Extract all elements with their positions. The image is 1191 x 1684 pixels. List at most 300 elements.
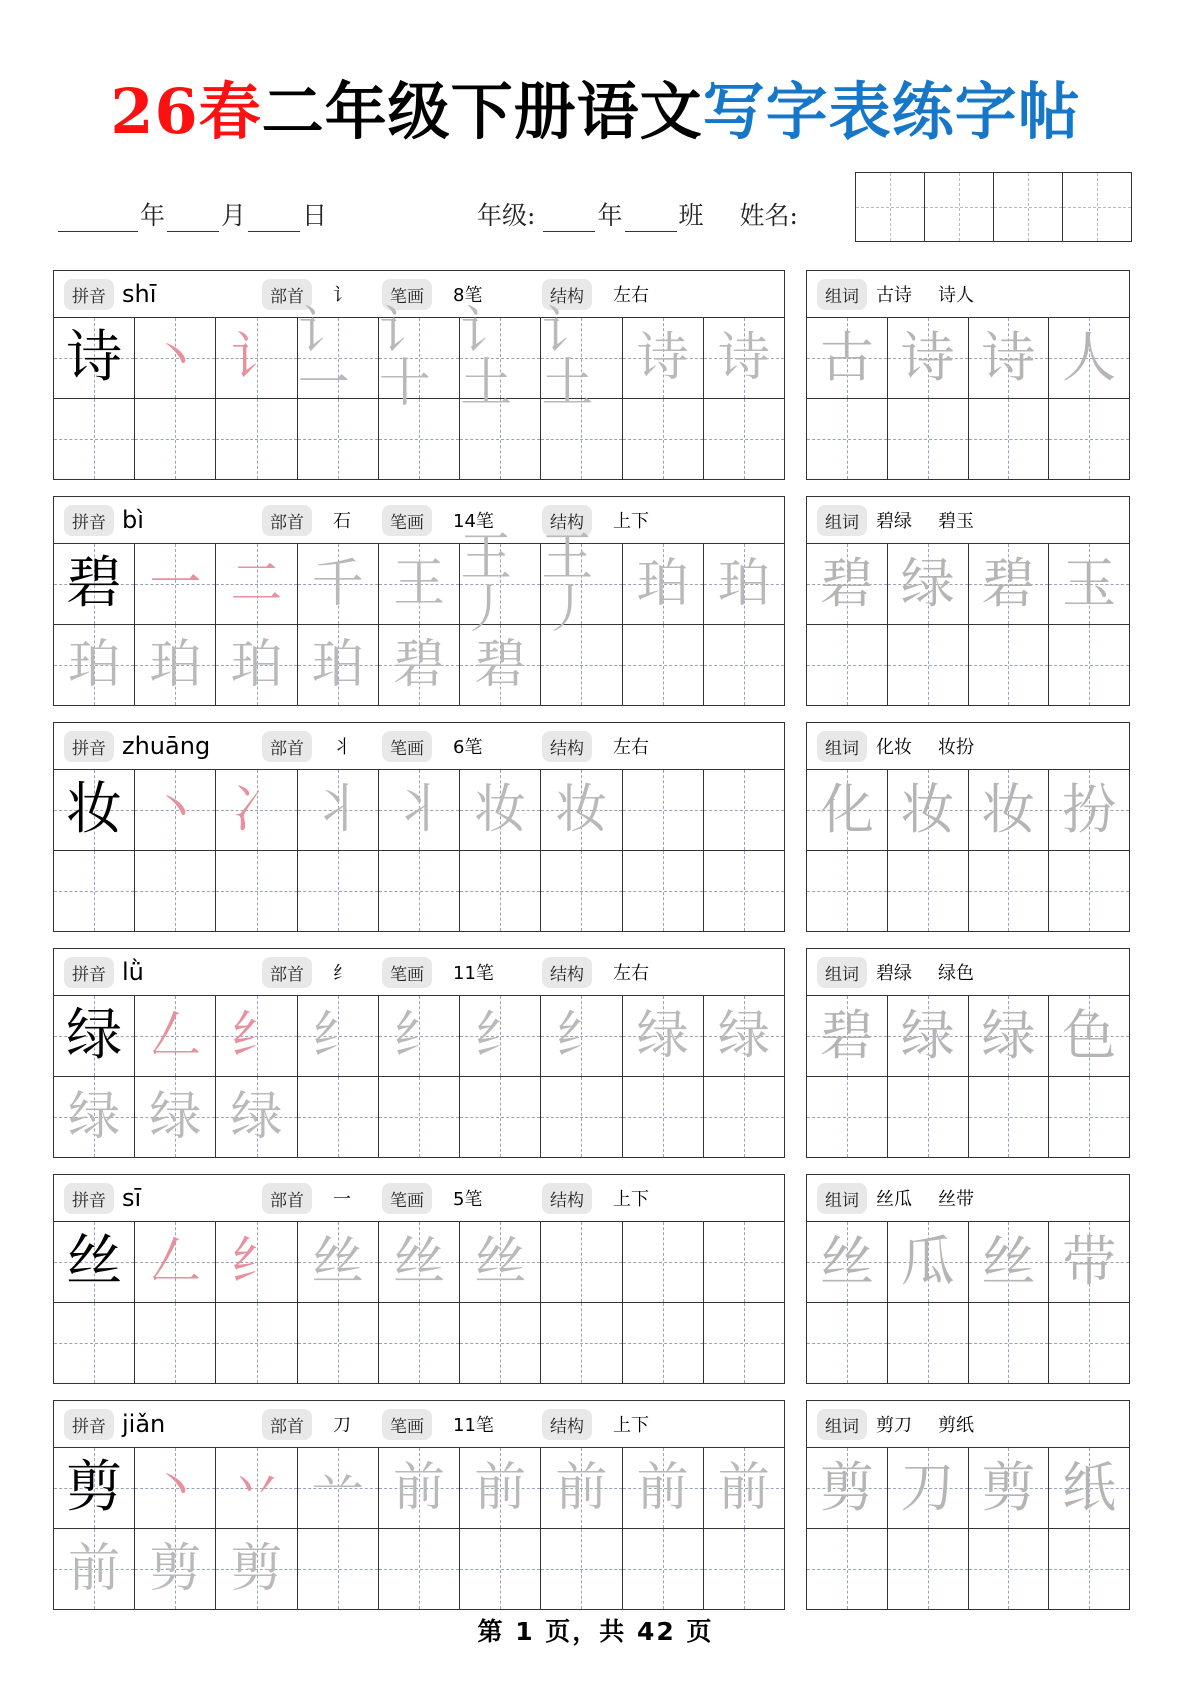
stroke-step: 前 — [392, 1458, 445, 1518]
practice-cell[interactable] — [460, 1077, 541, 1157]
stroke-step: 绿 — [636, 1006, 689, 1066]
word-block — [806, 1400, 1130, 1610]
practice-cell[interactable] — [216, 851, 297, 931]
stroke-order-row — [54, 1222, 784, 1303]
practice-cell[interactable] — [379, 625, 460, 705]
practice-cell[interactable] — [1049, 399, 1129, 479]
word-1: 丝瓜 — [876, 1189, 912, 1210]
practice-cell[interactable] — [807, 1077, 888, 1157]
practice-cell[interactable] — [704, 996, 784, 1076]
practice-cell[interactable] — [969, 318, 1050, 398]
stroke-step: 纟 — [555, 1006, 608, 1066]
page-footer: 第 1 页，共 42 页 — [477, 1617, 714, 1646]
practice-cell[interactable] — [379, 1222, 460, 1302]
name-cell[interactable] — [925, 173, 994, 241]
practice-cell[interactable] — [216, 544, 297, 624]
practice-cell[interactable] — [379, 1448, 460, 1528]
stroke-step: 前 — [717, 1458, 770, 1518]
practice-cell[interactable] — [969, 996, 1050, 1076]
structure-value: 左右 — [613, 737, 649, 758]
stroke-step: 绿 — [149, 1087, 202, 1147]
pinyin-tag: 拼音 — [64, 279, 114, 310]
practice-cell[interactable] — [379, 851, 460, 931]
practice-cell[interactable] — [807, 996, 888, 1076]
word-block — [806, 270, 1130, 480]
practice-cell[interactable] — [298, 1529, 379, 1609]
practice-cell[interactable] — [541, 302, 622, 414]
month-label: 月 — [221, 201, 247, 230]
practice-cell[interactable] — [623, 770, 704, 850]
word-header — [807, 271, 1129, 318]
word-character: 玉 — [1062, 552, 1117, 615]
strokes-value: 14笔 — [453, 511, 494, 532]
word-2: 诗人 — [938, 285, 974, 306]
practice-cell[interactable] — [135, 399, 216, 479]
practice-cell[interactable] — [298, 1077, 379, 1157]
word-trace-row — [807, 1222, 1129, 1303]
pinyin-value: jiǎn — [122, 1410, 166, 1438]
stroke-step: 纟 — [230, 1232, 283, 1292]
practice-cell[interactable] — [298, 851, 379, 931]
practice-cell[interactable] — [460, 1529, 541, 1609]
practice-cell[interactable] — [969, 625, 1050, 705]
word-character: 诗 — [981, 326, 1036, 389]
practice-cell[interactable] — [1049, 1303, 1129, 1383]
stroke-step: 剪 — [230, 1539, 283, 1599]
word-block — [806, 948, 1130, 1158]
practice-cell[interactable] — [460, 528, 541, 640]
practice-cell[interactable] — [297, 302, 379, 414]
character-info-header — [54, 949, 784, 996]
pinyin-value: zhuāng — [122, 732, 211, 760]
practice-cell[interactable] — [623, 1529, 704, 1609]
practice-cell[interactable] — [541, 1222, 622, 1302]
practice-cell[interactable] — [807, 770, 888, 850]
practice-cell[interactable] — [54, 1077, 135, 1157]
practice-cell[interactable] — [298, 1222, 379, 1302]
radical-tag: 部首 — [262, 505, 312, 536]
stroke-step: 𠃋 — [149, 1006, 202, 1066]
practice-cell[interactable] — [135, 318, 216, 398]
practice-cell[interactable] — [216, 1529, 297, 1609]
word-practice-row — [807, 1303, 1129, 1383]
word-trace-row — [807, 770, 1129, 851]
practice-cell[interactable] — [135, 770, 216, 850]
stroke-step: 纟 — [474, 1006, 527, 1066]
stroke-step: 丬 — [311, 780, 364, 840]
practice-cell[interactable] — [807, 544, 888, 624]
practice-cell[interactable] — [541, 1303, 622, 1383]
practice-cell[interactable] — [969, 1448, 1050, 1528]
practice-cell[interactable] — [54, 318, 135, 398]
practice-cell[interactable] — [623, 996, 704, 1076]
practice-cell[interactable] — [704, 1077, 784, 1157]
radical-value: 一 — [333, 1189, 351, 1210]
practice-cell[interactable] — [969, 770, 1050, 850]
practice-cell[interactable] — [216, 996, 297, 1076]
structure-tag: 结构 — [542, 279, 592, 310]
practice-cell[interactable] — [1049, 318, 1129, 398]
practice-cell[interactable] — [969, 1303, 1050, 1383]
practice-cell[interactable] — [135, 1077, 216, 1157]
stroke-step: 王 — [392, 554, 445, 614]
model-character: 绿 — [66, 1003, 123, 1068]
practice-cell[interactable] — [623, 544, 704, 624]
radical-tag: 部首 — [262, 731, 312, 762]
practice-cell[interactable] — [541, 1529, 622, 1609]
practice-cell[interactable] — [623, 1303, 704, 1383]
practice-cell[interactable] — [379, 1077, 460, 1157]
character-block — [53, 948, 785, 1158]
stroke-step: 纟 — [392, 1006, 445, 1066]
word-block — [806, 1174, 1130, 1384]
practice-cell[interactable] — [298, 1303, 379, 1383]
practice-cell[interactable] — [216, 1077, 297, 1157]
pinyin-value: shī — [122, 280, 157, 308]
practice-cell[interactable] — [969, 1077, 1050, 1157]
practice-row — [54, 625, 784, 705]
practice-cell[interactable] — [216, 318, 297, 398]
class-label: 班 — [678, 201, 704, 230]
word-header — [807, 949, 1129, 996]
practice-cell[interactable] — [969, 1529, 1050, 1609]
practice-cell[interactable] — [460, 1448, 541, 1528]
radical-value: 讠 — [333, 285, 351, 306]
words-tag: 组词 — [817, 731, 867, 762]
word-header — [807, 497, 1129, 544]
strokes-value: 8笔 — [453, 285, 483, 306]
character-block — [53, 722, 785, 932]
practice-cell[interactable] — [216, 625, 297, 705]
stroke-step: 前 — [555, 1458, 608, 1518]
practice-cell[interactable] — [888, 318, 969, 398]
practice-cell[interactable] — [460, 851, 541, 931]
practice-cell[interactable] — [888, 1222, 969, 1302]
stroke-step: 䒑 — [311, 1458, 364, 1518]
practice-cell[interactable] — [379, 1303, 460, 1383]
practice-cell[interactable] — [969, 399, 1050, 479]
word-practice-row — [807, 399, 1129, 479]
stroke-step: 讠一 — [297, 302, 350, 414]
radical-tag: 部首 — [262, 279, 312, 310]
practice-cell[interactable] — [888, 1529, 969, 1609]
practice-cell[interactable] — [807, 1303, 888, 1383]
practice-cell[interactable] — [216, 1222, 297, 1302]
practice-cell[interactable] — [969, 851, 1050, 931]
word-trace-row — [807, 996, 1129, 1077]
year-blank[interactable] — [58, 203, 138, 232]
word-trace-row — [807, 1448, 1129, 1529]
strokes-value: 11笔 — [453, 1415, 494, 1436]
practice-cell[interactable] — [1049, 996, 1129, 1076]
stroke-step: 前 — [474, 1458, 527, 1518]
radical-value: 刀 — [333, 1415, 351, 1436]
stroke-step: 丬 — [392, 780, 445, 840]
title-worksheet-type: 写字表练字帖 — [702, 75, 1081, 148]
practice-cell[interactable] — [807, 318, 888, 398]
word-header — [807, 723, 1129, 770]
structure-value: 左右 — [613, 963, 649, 984]
practice-row — [54, 851, 784, 931]
grade-year-blank[interactable] — [543, 203, 595, 232]
word-character: 碧 — [819, 552, 874, 615]
practice-cell[interactable] — [704, 1448, 784, 1528]
stroke-step: 珀 — [636, 554, 689, 614]
stroke-step: 珀 — [311, 635, 364, 695]
stroke-step: 绿 — [717, 1006, 770, 1066]
practice-cell[interactable] — [807, 1529, 888, 1609]
practice-cell[interactable] — [888, 544, 969, 624]
structure-tag: 结构 — [542, 731, 592, 762]
practice-cell[interactable] — [460, 1303, 541, 1383]
stroke-step: 丷 — [230, 1458, 283, 1518]
word-practice-row — [807, 1077, 1129, 1157]
practice-cell[interactable] — [888, 1077, 969, 1157]
practice-cell[interactable] — [704, 770, 784, 850]
words-tag: 组词 — [817, 1183, 867, 1214]
stroke-step: 碧 — [474, 635, 527, 695]
practice-cell[interactable] — [135, 1529, 216, 1609]
word-character: 绿 — [900, 1004, 955, 1067]
practice-cell[interactable] — [1049, 1077, 1129, 1157]
stroke-step: 丶 — [149, 1458, 202, 1518]
word-2: 绿色 — [938, 963, 974, 984]
practice-cell[interactable] — [54, 770, 135, 850]
name-cell[interactable] — [1063, 173, 1131, 241]
practice-cell[interactable] — [623, 851, 704, 931]
word-character: 刀 — [900, 1456, 955, 1519]
practice-cell[interactable] — [54, 625, 135, 705]
practice-cell[interactable] — [378, 302, 460, 414]
practice-cell[interactable] — [379, 770, 460, 850]
practice-cell[interactable] — [969, 544, 1050, 624]
stroke-step: 碧 — [392, 635, 445, 695]
word-character: 扮 — [1062, 778, 1117, 841]
strokes-value: 5笔 — [453, 1189, 483, 1210]
stroke-step: 前 — [636, 1458, 689, 1518]
practice-cell[interactable] — [54, 996, 135, 1076]
practice-cell[interactable] — [807, 625, 888, 705]
practice-cell[interactable] — [541, 851, 622, 931]
stroke-step: 王丿 — [541, 528, 594, 640]
stroke-order-row — [54, 770, 784, 851]
word-practice-row — [807, 625, 1129, 705]
practice-cell[interactable] — [888, 996, 969, 1076]
stroke-step: 剪 — [149, 1539, 202, 1599]
practice-cell[interactable] — [704, 544, 784, 624]
practice-cell[interactable] — [888, 1448, 969, 1528]
class-blank[interactable] — [625, 203, 677, 232]
practice-cell[interactable] — [298, 996, 379, 1076]
practice-cell[interactable] — [54, 1303, 135, 1383]
practice-cell[interactable] — [888, 399, 969, 479]
practice-cell[interactable] — [135, 996, 216, 1076]
word-character: 剪 — [981, 1456, 1036, 1519]
practice-cell[interactable] — [216, 1303, 297, 1383]
radical-value: 石 — [333, 511, 351, 532]
practice-cell[interactable] — [1049, 1529, 1129, 1609]
practice-cell[interactable] — [704, 625, 784, 705]
practice-cell[interactable] — [541, 770, 622, 850]
practice-cell[interactable] — [135, 1222, 216, 1302]
practice-cell[interactable] — [541, 528, 622, 640]
structure-value: 上下 — [613, 511, 649, 532]
practice-cell[interactable] — [298, 544, 379, 624]
grade-year-label: 年 — [597, 201, 623, 230]
practice-cell[interactable] — [460, 770, 541, 850]
word-header — [807, 1175, 1129, 1222]
practice-cell[interactable] — [1049, 1448, 1129, 1528]
stroke-order-row — [54, 528, 784, 640]
name-label: 姓名: — [739, 201, 798, 230]
practice-cell[interactable] — [54, 1222, 135, 1302]
name-cell[interactable] — [856, 173, 925, 241]
practice-cell[interactable] — [54, 544, 135, 624]
strokes-tag: 笔画 — [382, 731, 432, 762]
practice-cell[interactable] — [460, 996, 541, 1076]
character-block — [53, 1174, 785, 1384]
word-character: 纸 — [1062, 1456, 1117, 1519]
stroke-step: 妆 — [474, 780, 527, 840]
practice-cell[interactable] — [888, 1303, 969, 1383]
practice-cell[interactable] — [704, 851, 784, 931]
practice-cell[interactable] — [969, 1222, 1050, 1302]
practice-cell[interactable] — [216, 1448, 297, 1528]
practice-cell[interactable] — [888, 625, 969, 705]
practice-cell[interactable] — [216, 399, 297, 479]
practice-cell[interactable] — [379, 544, 460, 624]
practice-cell[interactable] — [135, 544, 216, 624]
stroke-step: 丶 — [149, 780, 202, 840]
word-character: 妆 — [981, 778, 1036, 841]
practice-cell[interactable] — [704, 1222, 784, 1302]
strokes-tag: 笔画 — [382, 505, 432, 536]
practice-cell[interactable] — [807, 399, 888, 479]
practice-cell[interactable] — [623, 1448, 704, 1528]
practice-cell[interactable] — [379, 996, 460, 1076]
practice-cell[interactable] — [541, 1077, 622, 1157]
strokes-tag: 笔画 — [382, 957, 432, 988]
practice-cell[interactable] — [135, 1448, 216, 1528]
practice-cell[interactable] — [541, 1448, 622, 1528]
stroke-step: 珀 — [149, 635, 202, 695]
practice-cell[interactable] — [623, 1222, 704, 1302]
practice-cell[interactable] — [623, 318, 704, 398]
practice-cell[interactable] — [54, 851, 135, 931]
practice-cell[interactable] — [1049, 544, 1129, 624]
year-label: 年 — [140, 201, 166, 230]
practice-row — [54, 1077, 784, 1157]
name-cell[interactable] — [994, 173, 1063, 241]
character-info-header — [54, 1401, 784, 1448]
stroke-order-row — [54, 1448, 784, 1529]
practice-cell[interactable] — [379, 1529, 460, 1609]
structure-tag: 结构 — [542, 1409, 592, 1440]
words-tag: 组词 — [817, 957, 867, 988]
practice-cell[interactable] — [1049, 851, 1129, 931]
strokes-tag: 笔画 — [382, 1183, 432, 1214]
model-character: 丝 — [66, 1229, 123, 1294]
practice-cell[interactable] — [623, 625, 704, 705]
stroke-step: 讠土 — [460, 302, 513, 414]
word-character: 剪 — [819, 1456, 874, 1519]
character-block — [53, 270, 785, 480]
structure-value: 上下 — [613, 1415, 649, 1436]
title-grade-subject: 二年级下册语文 — [261, 75, 703, 148]
radical-tag: 部首 — [262, 957, 312, 988]
practice-cell[interactable] — [704, 1303, 784, 1383]
practice-cell[interactable] — [623, 1077, 704, 1157]
stroke-step: 纟 — [311, 1006, 364, 1066]
practice-cell[interactable] — [704, 1529, 784, 1609]
strokes-tag: 笔画 — [382, 1409, 432, 1440]
practice-cell[interactable] — [216, 770, 297, 850]
day-label: 日 — [302, 201, 328, 230]
word-header — [807, 1401, 1129, 1448]
day-blank[interactable] — [248, 203, 300, 232]
practice-cell[interactable] — [1049, 1222, 1129, 1302]
month-blank[interactable] — [167, 203, 219, 232]
stroke-step: 𠃋 — [149, 1232, 202, 1292]
practice-cell[interactable] — [888, 770, 969, 850]
practice-cell[interactable] — [298, 1448, 379, 1528]
practice-cell[interactable] — [460, 302, 541, 414]
practice-cell[interactable] — [541, 996, 622, 1076]
stroke-step: 诗 — [717, 328, 770, 388]
practice-cell[interactable] — [298, 625, 379, 705]
name-grid[interactable] — [855, 172, 1132, 242]
practice-cell[interactable] — [1049, 625, 1129, 705]
practice-cell[interactable] — [807, 1222, 888, 1302]
practice-cell[interactable] — [888, 851, 969, 931]
structure-value: 上下 — [613, 1189, 649, 1210]
practice-cell[interactable] — [623, 399, 704, 479]
practice-cell[interactable] — [135, 1303, 216, 1383]
practice-cell[interactable] — [135, 625, 216, 705]
page-title — [0, 72, 1191, 152]
practice-cell[interactable] — [54, 399, 135, 479]
practice-cell[interactable] — [54, 1529, 135, 1609]
practice-cell[interactable] — [1049, 770, 1129, 850]
word-character: 诗 — [900, 326, 955, 389]
radical-value: 丬 — [333, 737, 351, 758]
stroke-step: 二 — [230, 554, 283, 614]
practice-cell[interactable] — [54, 1448, 135, 1528]
words-tag: 组词 — [817, 505, 867, 536]
pinyin-tag: 拼音 — [64, 1183, 114, 1214]
pinyin-tag: 拼音 — [64, 1409, 114, 1440]
model-character: 诗 — [66, 325, 123, 390]
word-character: 妆 — [900, 778, 955, 841]
stroke-step: 王丿 — [460, 528, 513, 640]
stroke-step: 一 — [149, 554, 202, 614]
practice-cell[interactable] — [807, 1448, 888, 1528]
practice-cell[interactable] — [298, 770, 379, 850]
word-block — [806, 722, 1130, 932]
practice-cell[interactable] — [704, 318, 784, 398]
word-1: 碧绿 — [876, 963, 912, 984]
practice-cell[interactable] — [704, 399, 784, 479]
structure-value: 左右 — [613, 285, 649, 306]
stroke-step: 千 — [311, 554, 364, 614]
structure-tag: 结构 — [542, 957, 592, 988]
word-character: 瓜 — [900, 1230, 955, 1293]
stroke-step: 丝 — [474, 1232, 527, 1292]
character-block — [53, 496, 785, 706]
practice-cell[interactable] — [807, 851, 888, 931]
practice-cell[interactable] — [135, 851, 216, 931]
practice-cell[interactable] — [460, 1222, 541, 1302]
